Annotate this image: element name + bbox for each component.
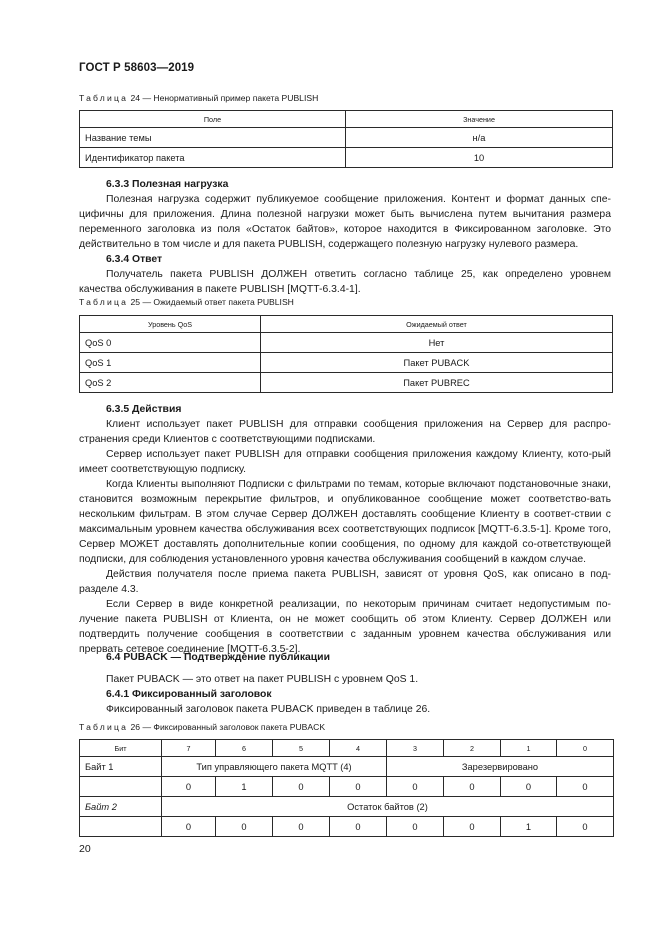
- table24-title: 24 — Ненормативный пример пакета PUBLISH: [128, 93, 319, 103]
- table-header-cell: Поле: [80, 111, 346, 128]
- bit-cell: 0: [444, 817, 501, 837]
- table-row: [80, 148, 613, 168]
- bit-cell: 0: [162, 777, 216, 797]
- table-cell: QoS 1: [80, 353, 261, 373]
- table-header-row: [80, 111, 613, 128]
- table-header-row: [80, 316, 613, 333]
- table-cell: Идентификатор пакета: [80, 148, 346, 168]
- table24-label: Таблица: [79, 93, 129, 103]
- section-heading: 6.4 PUBACK — Подтверждение публикации: [106, 652, 330, 663]
- section-6-3-3: [79, 177, 611, 297]
- table-header-cell: Значение: [346, 111, 613, 128]
- section-heading: 6.3.5 Действия: [106, 404, 182, 415]
- table26-caption: [79, 722, 325, 732]
- table-26: [79, 739, 614, 837]
- table-header-cell: 0: [557, 740, 614, 757]
- table-header-cell: 1: [501, 740, 557, 757]
- paragraph: Когда Клиенты выполняют Подписки с фильтрами по темам, которые включают подстановочные знаки, становится возможным перекрытие фильтров, и опубликованное сообщение может соответство-вать нескольким фильтрам. В этом случае Сервер ДОЛЖЕН доставлять сообщение Клиенту в соответ-ствии с максимальным уровнем качества обслуживания всех соответствующих подписок [MQTT-6.3.5-1]. Кроме того, Сервер МОЖЕТ доставлять дополнительные копии сообщения, по одному для каждой со-ответствующей подписки, для соблюдения установленного уровня качества обслуживания сообщений в каждом случае.: [79, 479, 611, 565]
- table-cell: Название темы: [80, 128, 346, 148]
- bit-cell: 0: [557, 817, 614, 837]
- table-cell: Пакет PUBACK: [261, 353, 613, 373]
- table26-title: 26 — Фиксированный заголовок пакета PUBACK: [128, 722, 326, 732]
- paragraph: Пакет PUBACK — это ответ на пакет PUBLISH с уровнем QoS 1.: [106, 674, 419, 685]
- table-row: [80, 797, 614, 817]
- table-cell: Байт 1: [80, 757, 162, 777]
- paragraph: Если Сервер в виде конкретной реализации, по некоторым причинам считает недопустимым по-лучение пакета PUBLISH от Клиента, он не может сообщить об этом Клиенту. Сервер ДОЛЖЕН или подтвердить получение сообщения в соответствии с заданным уровнем качества обслуживания или прервать сетевое соединение [MQTT-6.3.5-2].: [79, 599, 611, 655]
- table25-title: 25 — Ожидаемый ответ пакета PUBLISH: [128, 297, 294, 307]
- section-6-3-5: [79, 402, 611, 657]
- bit-cell: 1: [501, 817, 557, 837]
- table-header-cell: 7: [162, 740, 216, 757]
- section-heading: 6.3.4 Ответ: [106, 254, 163, 265]
- paragraph: Получатель пакета PUBLISH ДОЛЖЕН ответить согласно таблице 25, как определено уровнем качества обслуживания в пакете PUBLISH [MQTT-6.3.4-1].: [79, 269, 611, 295]
- paragraph: Действия получателя после приема пакета PUBLISH, зависят от уровня QoS, как описано в под-разделе 4.3.: [79, 569, 611, 595]
- paragraph: Полезная нагрузка содержит публикуемое сообщение приложения. Контент и формат данных спе-цифичны для приложения. Длина полезной нагрузки может быть вычислена путем вычитания размера переменного заголовка из поля «Остаток байтов», которое находится в Фиксированном заголовке. Это действительно в том числе и для пакета PUBLISH, содержащего полезную нагрузку нулевого размера.: [79, 194, 611, 250]
- table-row: [80, 777, 614, 797]
- bit-cell: 0: [273, 817, 330, 837]
- bit-cell: 0: [330, 777, 387, 797]
- table-cell: 10: [346, 148, 613, 168]
- paragraph: Сервер использует пакет PUBLISH для отправки сообщения приложения каждому Клиенту, кото-рый имеет соответствующую подписку.: [79, 449, 611, 475]
- table-cell: Зарезервировано: [387, 757, 614, 777]
- table-cell: [80, 777, 162, 797]
- bit-cell: 0: [330, 817, 387, 837]
- table-cell: Байт 2: [80, 797, 162, 817]
- table-header-cell: Бит: [80, 740, 162, 757]
- table-header-cell: 4: [330, 740, 387, 757]
- table-row: [80, 333, 613, 353]
- section-6-4: [79, 650, 611, 717]
- table-header-cell: Ожидаемый ответ: [261, 316, 613, 333]
- paragraph: Фиксированный заголовок пакета PUBACK приведен в таблице 26.: [106, 704, 431, 715]
- table-cell: Пакет PUBREC: [261, 373, 613, 393]
- bit-cell: 0: [216, 817, 273, 837]
- table-header-cell: 6: [216, 740, 273, 757]
- table-24: [79, 110, 613, 168]
- table-row: [80, 128, 613, 148]
- table26-label: Таблица: [79, 722, 129, 732]
- table-row: [80, 353, 613, 373]
- bit-cell: 0: [501, 777, 557, 797]
- bit-cell: 1: [216, 777, 273, 797]
- table-cell: [80, 817, 162, 837]
- bit-cell: 0: [387, 817, 444, 837]
- table-cell: Остаток байтов (2): [162, 797, 614, 817]
- table-header-cell: 3: [387, 740, 444, 757]
- table-row: [80, 373, 613, 393]
- section-heading: 6.4.1 Фиксированный заголовок: [106, 689, 272, 700]
- table-cell: QoS 0: [80, 333, 261, 353]
- table24-caption: [79, 93, 318, 103]
- bit-cell: 0: [444, 777, 501, 797]
- table25-caption: [79, 297, 294, 307]
- table-header-cell: 2: [444, 740, 501, 757]
- table-cell: QoS 2: [80, 373, 261, 393]
- table-row: [80, 817, 614, 837]
- table-row: [80, 757, 614, 777]
- table-25: [79, 315, 613, 393]
- page-number: 20: [79, 843, 91, 855]
- table-cell: Нет: [261, 333, 613, 353]
- table-header-row: [80, 740, 614, 757]
- standard-header: ГОСТ Р 58603—2019: [79, 62, 195, 74]
- bit-cell: 0: [557, 777, 614, 797]
- table-header-cell: Уровень QoS: [80, 316, 261, 333]
- paragraph: Клиент использует пакет PUBLISH для отправки сообщения приложения на Сервер для распро-странения среди Клиентов с соответствующими подписками.: [79, 419, 611, 445]
- bit-cell: 0: [273, 777, 330, 797]
- bit-cell: 0: [387, 777, 444, 797]
- table25-label: Таблица: [79, 297, 129, 307]
- table-cell: Тип управляющего пакета MQTT (4): [162, 757, 387, 777]
- table-header-cell: 5: [273, 740, 330, 757]
- table-cell: н/а: [346, 128, 613, 148]
- section-heading: 6.3.3 Полезная нагрузка: [106, 179, 229, 190]
- bit-cell: 0: [162, 817, 216, 837]
